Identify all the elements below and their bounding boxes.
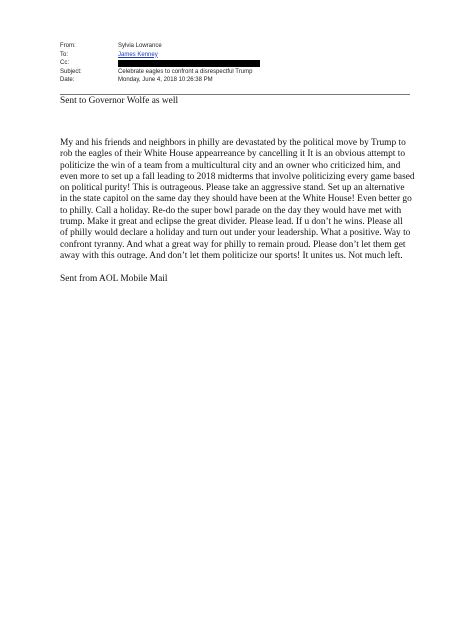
paragraph-line: My and his friends and neighbors in philly are devastated by the political move by Trump to	[60, 138, 406, 148]
cc-label: Cc:	[60, 60, 69, 67]
paragraph-line: in the state capitol on the same day they should have been at the White House! Even better go	[60, 194, 412, 205]
intro-line: Sent to Governor Wolfe as well	[60, 96, 179, 106]
paragraph-line: trump. Make it great and eclipse the great divider. Please lead. If u don’t he wins. Please all	[60, 217, 403, 228]
subject-value: Celebrate eagles to confront a disrespectful Trump	[118, 68, 253, 75]
date-value: Monday, June 4, 2018 10:26:38 PM	[118, 77, 213, 84]
paragraph-line: on political purity! This is outrageous. Please take an aggressive stand. Set up an alternative	[60, 183, 405, 194]
paragraph-line: politicize the win of a team from a multicultural city and an owner who criticized him, and	[60, 160, 401, 171]
paragraph-line: to philly. Call a holiday. Re-do the super bowl parade on the day they would have met with	[60, 205, 402, 216]
paragraph-line: confront tyranny. And what a great way for philly to remain proud. Please don’t let them get	[60, 239, 406, 250]
from-value: Sylvia Lowrance	[118, 43, 162, 49]
to-value-link[interactable]: James Kenney	[118, 51, 158, 58]
date-row	[60, 76, 420, 85]
header-divider	[60, 94, 410, 95]
from-row	[60, 42, 420, 51]
from-label: From:	[60, 43, 76, 49]
signature-line: Sent from AOL Mobile Mail	[60, 274, 168, 284]
to-row	[60, 51, 420, 60]
date-label: Date:	[60, 77, 75, 84]
message-paragraph	[60, 138, 415, 262]
paragraph-line: rob the eagles of their White House appearreance by cancelling it It is an obvious attempt to	[60, 149, 406, 160]
cc-row	[60, 59, 420, 68]
email-body	[60, 96, 415, 284]
subject-label: Subject:	[60, 68, 82, 75]
email-header	[60, 42, 420, 85]
paragraph-line: away with this outrage. And don’t let them politicize our sports! It unites us. Not much left.	[60, 250, 403, 261]
redaction-bar	[118, 60, 260, 67]
paragraph-line: of philly would declare a holiday and turn out under your leadership. What a positive. Way to	[60, 228, 411, 239]
paragraph-line: even more to set up a fall leading to 2018 midterms that involve politicizing every game based	[60, 171, 415, 182]
subject-row	[60, 68, 420, 77]
to-label: To:	[60, 51, 69, 58]
